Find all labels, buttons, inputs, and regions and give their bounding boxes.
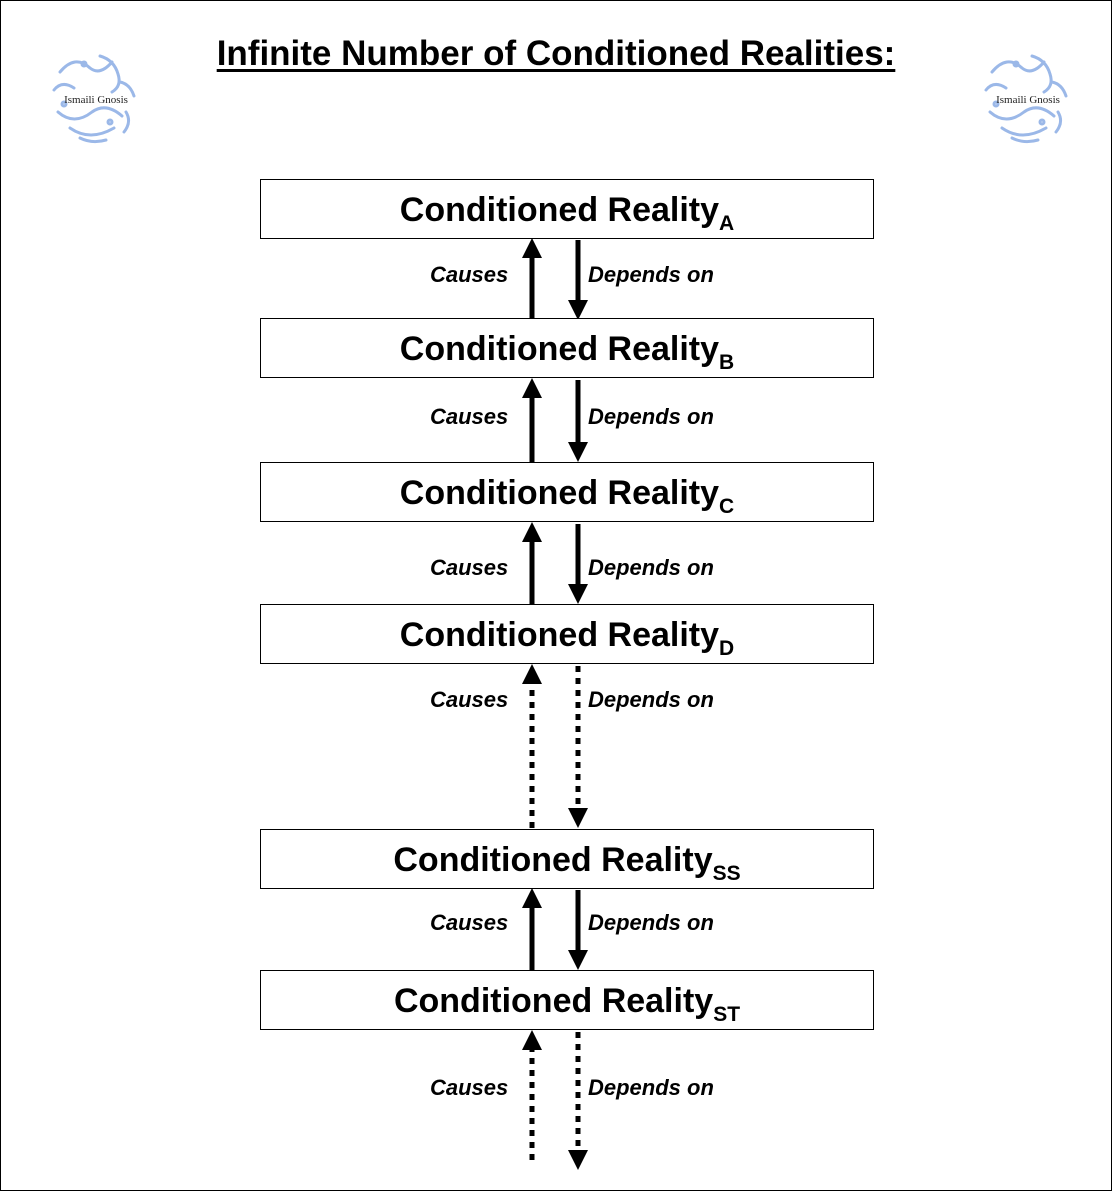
box-subscript: ST <box>713 1003 741 1026</box>
conditioned-reality-st-box <box>260 970 874 1030</box>
depends-on-label: Depends on <box>588 262 714 287</box>
depends-on-label: Depends on <box>588 687 714 712</box>
conditioned-reality-b-box <box>260 318 874 378</box>
box-label: Conditioned Reality <box>399 191 720 229</box>
causes-label: Causes <box>430 404 509 429</box>
page-title: Infinite Number of Conditioned Realities: <box>216 34 896 73</box>
conditioned-reality-a-box <box>260 179 874 239</box>
box-label: Conditioned Reality <box>399 474 720 512</box>
causes-label: Causes <box>430 555 509 580</box>
depends-on-label: Depends on <box>588 1075 714 1100</box>
conditioned-reality-d-box <box>260 604 874 664</box>
logo-text: Ismaili Gnosis <box>996 94 1060 106</box>
box-label: Conditioned Reality <box>393 841 713 879</box>
depends-on-label: Depends on <box>588 555 714 580</box>
causes-label: Causes <box>430 687 509 712</box>
box-label: Conditioned Reality <box>399 330 720 368</box>
logo-text: Ismaili Gnosis <box>64 94 128 106</box>
box-label: Conditioned Reality <box>399 616 720 654</box>
box-subscript: SS <box>712 862 741 885</box>
box-subscript: D <box>719 637 735 660</box>
causes-label: Causes <box>430 1075 509 1100</box>
box-subscript: B <box>719 351 735 374</box>
causes-label: Causes <box>430 262 509 287</box>
depends-on-label: Depends on <box>588 404 714 429</box>
conditioned-reality-ss-box <box>260 829 874 889</box>
box-label: Conditioned Reality <box>393 982 714 1020</box>
depends-on-label: Depends on <box>588 910 714 935</box>
box-subscript: A <box>719 212 735 235</box>
causes-label: Causes <box>430 910 509 935</box>
conditioned-reality-c-box <box>260 462 874 522</box>
box-subscript: C <box>719 495 735 518</box>
